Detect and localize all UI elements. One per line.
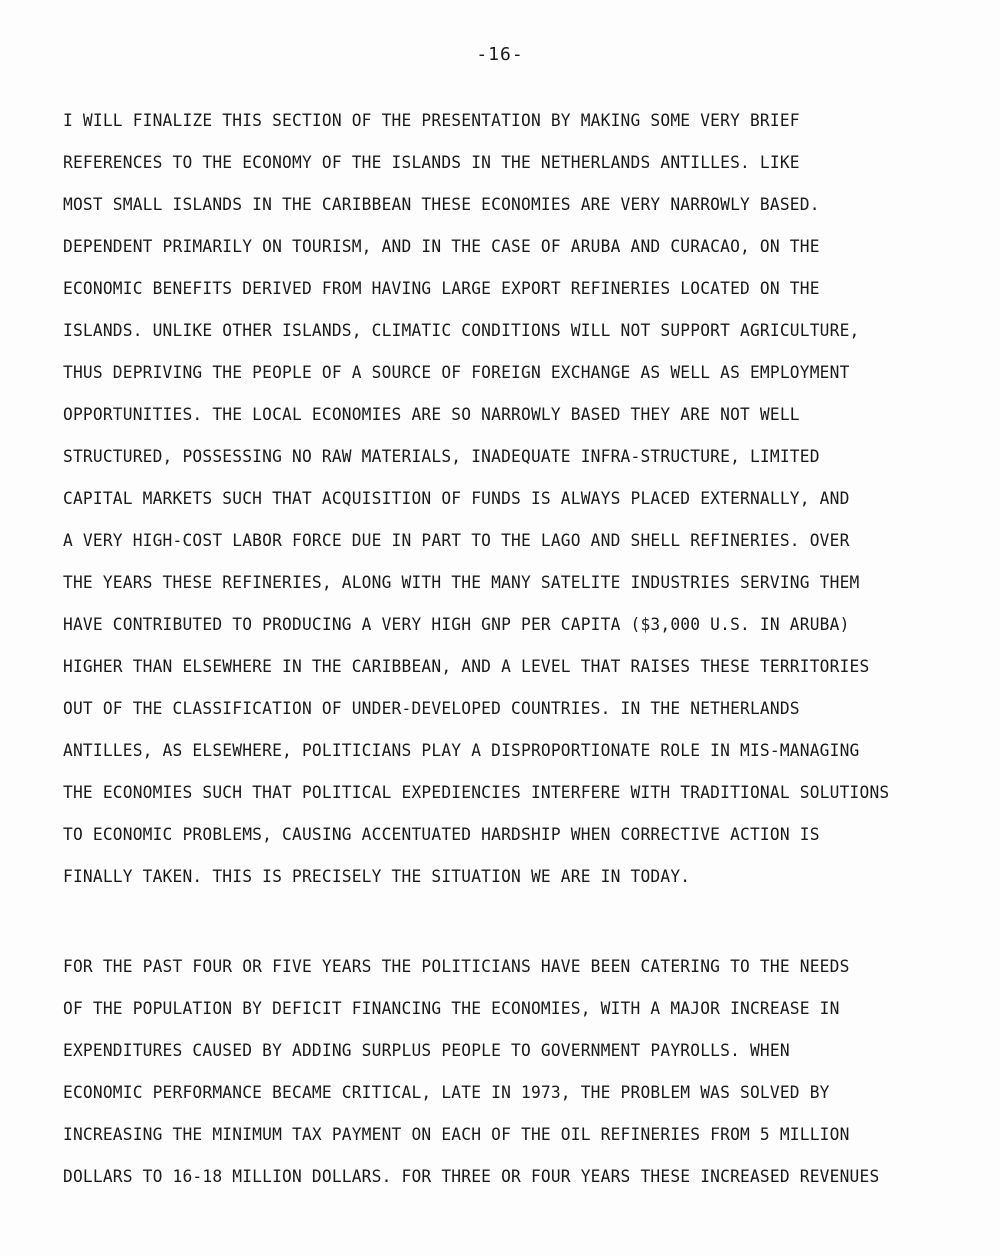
text-line: THE YEARS THESE REFINERIES, ALONG WITH THE MANY SATELITE INDUSTRIES SERVING THEM (63, 573, 860, 592)
text-line: I WILL FINALIZE THIS SECTION OF THE PRESENTATION BY MAKING SOME VERY BRIEF (63, 111, 800, 130)
paragraph-1 (63, 100, 963, 898)
text-line: INCREASING THE MINIMUM TAX PAYMENT ON EACH OF THE OIL REFINERIES FROM 5 MILLION (63, 1125, 850, 1144)
page-number: -16- (476, 44, 524, 65)
text-line: ECONOMIC PERFORMANCE BECAME CRITICAL, LATE IN 1973, THE PROBLEM WAS SOLVED BY (63, 1083, 830, 1102)
text-line: HAVE CONTRIBUTED TO PRODUCING A VERY HIGH GNP PER CAPITA ($3,000 U.S. IN ARUBA) (63, 615, 850, 634)
text-line: HIGHER THAN ELSEWHERE IN THE CARIBBEAN, AND A LEVEL THAT RAISES THESE TERRITORIES (63, 657, 870, 676)
text-line: OF THE POPULATION BY DEFICIT FINANCING THE ECONOMIES, WITH A MAJOR INCREASE IN (63, 999, 840, 1018)
text-line: DOLLARS TO 16-18 MILLION DOLLARS. FOR THREE OR FOUR YEARS THESE INCREASED REVENUES (63, 1167, 880, 1186)
paragraph-2 (63, 946, 963, 1198)
text-line: ECONOMIC BENEFITS DERIVED FROM HAVING LARGE EXPORT REFINERIES LOCATED ON THE (63, 279, 820, 298)
text-line: FOR THE PAST FOUR OR FIVE YEARS THE POLITICIANS HAVE BEEN CATERING TO THE NEEDS (63, 957, 850, 976)
text-line: THE ECONOMIES SUCH THAT POLITICAL EXPEDIENCIES INTERFERE WITH TRADITIONAL SOLUTIONS (63, 783, 890, 802)
text-line: OPPORTUNITIES. THE LOCAL ECONOMIES ARE SO NARROWLY BASED THEY ARE NOT WELL (63, 405, 800, 424)
text-line: MOST SMALL ISLANDS IN THE CARIBBEAN THESE ECONOMIES ARE VERY NARROWLY BASED. (63, 195, 820, 214)
text-line: DEPENDENT PRIMARILY ON TOURISM, AND IN THE CASE OF ARUBA AND CURACAO, ON THE (63, 237, 820, 256)
text-line: ANTILLES, AS ELSEWHERE, POLITICIANS PLAY A DISPROPORTIONATE ROLE IN MIS-MANAGING (63, 741, 860, 760)
text-line: THUS DEPRIVING THE PEOPLE OF A SOURCE OF FOREIGN EXCHANGE AS WELL AS EMPLOYMENT (63, 363, 850, 382)
text-line: EXPENDITURES CAUSED BY ADDING SURPLUS PEOPLE TO GOVERNMENT PAYROLLS. WHEN (63, 1041, 790, 1060)
text-line: CAPITAL MARKETS SUCH THAT ACQUISITION OF FUNDS IS ALWAYS PLACED EXTERNALLY, AND (63, 489, 850, 508)
text-line: OUT OF THE CLASSIFICATION OF UNDER-DEVELOPED COUNTRIES. IN THE NETHERLANDS (63, 699, 800, 718)
text-line: REFERENCES TO THE ECONOMY OF THE ISLANDS IN THE NETHERLANDS ANTILLES. LIKE (63, 153, 800, 172)
text-line: A VERY HIGH-COST LABOR FORCE DUE IN PART TO THE LAGO AND SHELL REFINERIES. OVER (63, 531, 850, 550)
text-line: TO ECONOMIC PROBLEMS, CAUSING ACCENTUATED HARDSHIP WHEN CORRECTIVE ACTION IS (63, 825, 820, 844)
text-line: STRUCTURED, POSSESSING NO RAW MATERIALS, INADEQUATE INFRA-STRUCTURE, LIMITED (63, 447, 820, 466)
text-line: ISLANDS. UNLIKE OTHER ISLANDS, CLIMATIC CONDITIONS WILL NOT SUPPORT AGRICULTURE, (63, 321, 860, 340)
text-line: FINALLY TAKEN. THIS IS PRECISELY THE SITUATION WE ARE IN TODAY. (63, 867, 691, 886)
